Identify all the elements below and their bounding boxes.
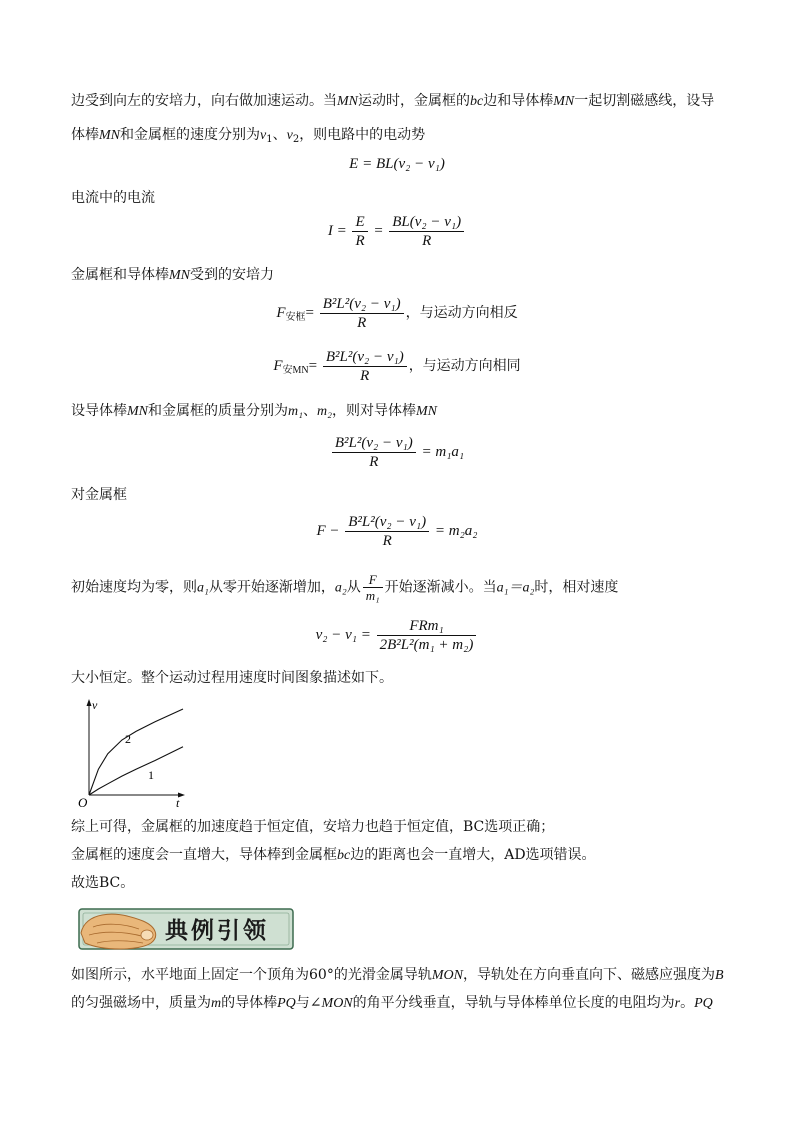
equation-force-frame: $F_{安框}=$ $\frac{\text{B²L²(v₂ − v₁)}}{R}$ ，与运动方向相反 — [276, 296, 518, 331]
y-axis-label: v — [92, 698, 98, 712]
series-label-1: 1 — [148, 768, 154, 782]
paragraph-8: 大小恒定。整个运动过程用速度时间图象描述如下。 — [71, 670, 393, 686]
equation-frame-motion: F − $\frac{\text{B²L²(v₂ − v₁)}}{R}$ = m₂a₂ — [316, 514, 478, 549]
paragraph-5: 设导体棒MN和金属框的质量分别为m₁、m₂，则对导体棒MN — [71, 403, 437, 419]
paragraph-6: 对金属框 — [71, 487, 127, 503]
paragraph-3: 电流中的电流 — [71, 190, 155, 206]
equation-emf: E = BL(v₂ − v₁) — [349, 156, 445, 172]
y-axis-arrow — [87, 699, 92, 706]
fraction: $\frac{\text{B²L²(v₂ − v₁)}}{R}$ — [345, 513, 429, 550]
equation-relative-velocity: v₂ − v₁ = $\frac{\text{FRm₁}}{\text{2B²L²(m₁ + m₂)}}$ — [0, 617, 794, 654]
fraction: $\frac{E}{R}$ — [352, 213, 367, 250]
equation-force-rod: $F_{安MN}=$ $\frac{\text{B²L²(v₂ − v₁)}}{R}$ ，与运动方向相同 — [273, 349, 521, 384]
fraction: $\frac{\text{FRm₁}}{\text{2B²L²(m₁ + m₂)}}$ — [377, 617, 477, 654]
paragraph-13: 的匀强磁场中，质量为m的导体棒PQ与∠MON的角平分线垂直，导轨与导体棒单位长度的电阻均为r。PQ — [71, 995, 713, 1011]
fraction: $\frac{\text{BL(v₂ − v₁)}}{R}$ — [389, 213, 464, 250]
series-line-1 — [89, 747, 183, 795]
paragraph-2: 体棒MN和金属框的速度分别为$v_1$、$v_2$，则电路中的电动势 — [71, 127, 426, 145]
paragraph-9: 综上可得，金属框的加速度趋于恒定值，安培力也趋于恒定值，BC选项正确； — [71, 819, 555, 835]
paragraph-1: 边受到向左的安培力，向右做加速运动。当MN运动时，金属框的bc边和导体棒MN一起切割磁感线，设导 — [71, 93, 715, 109]
equation-rod-motion: $\frac{\text{B²L²(v₂ − v₁)}}{R}$ = m₁a₁ — [0, 434, 794, 471]
paragraph-7: 初始速度均为零，则a₁从零开始逐渐增加，a₂从 $\frac{F}{\text{m₁}}$ 开始逐渐减小。当a₁＝a₂时，相对速度 — [71, 572, 619, 603]
banner-title: 典例引领 — [165, 918, 269, 944]
paragraph-4: 金属框和导体棒MN受到的安培力 — [71, 267, 274, 283]
fraction: $\frac{\text{B²L²(v₂ − v₁)}}{R}$ — [332, 434, 416, 471]
fraction: $\frac{F}{\text{m₁}}$ — [363, 572, 383, 603]
origin-label: O — [78, 795, 88, 809]
velocity-time-chart — [75, 697, 195, 809]
fraction: $\frac{\text{B²L²(v₂ − v₁)}}{R}$ — [320, 295, 404, 332]
series-label-2: 2 — [125, 732, 131, 746]
equation-current: I = $\frac{E}{R}$ = $\frac{\text{BL(v₂ − v₁)}}{R}$ — [0, 213, 794, 250]
paragraph-12: 如图所示，水平地面上固定一个顶角为60°的光滑金属导轨MON，导轨处在方向垂直向下、磁感应强度为B — [71, 967, 724, 983]
series-line-2 — [89, 709, 183, 795]
example-banner — [73, 903, 297, 955]
paragraph-11: 故选BC。 — [71, 875, 135, 891]
fraction: $\frac{\text{B²L²(v₂ − v₁)}}{R}$ — [323, 348, 407, 385]
paragraph-10: 金属框的速度会一直增大，导体棒到金属框bc边的距离也会一直增大，AD选项错误。 — [71, 847, 596, 863]
x-axis-label: t — [176, 796, 180, 809]
